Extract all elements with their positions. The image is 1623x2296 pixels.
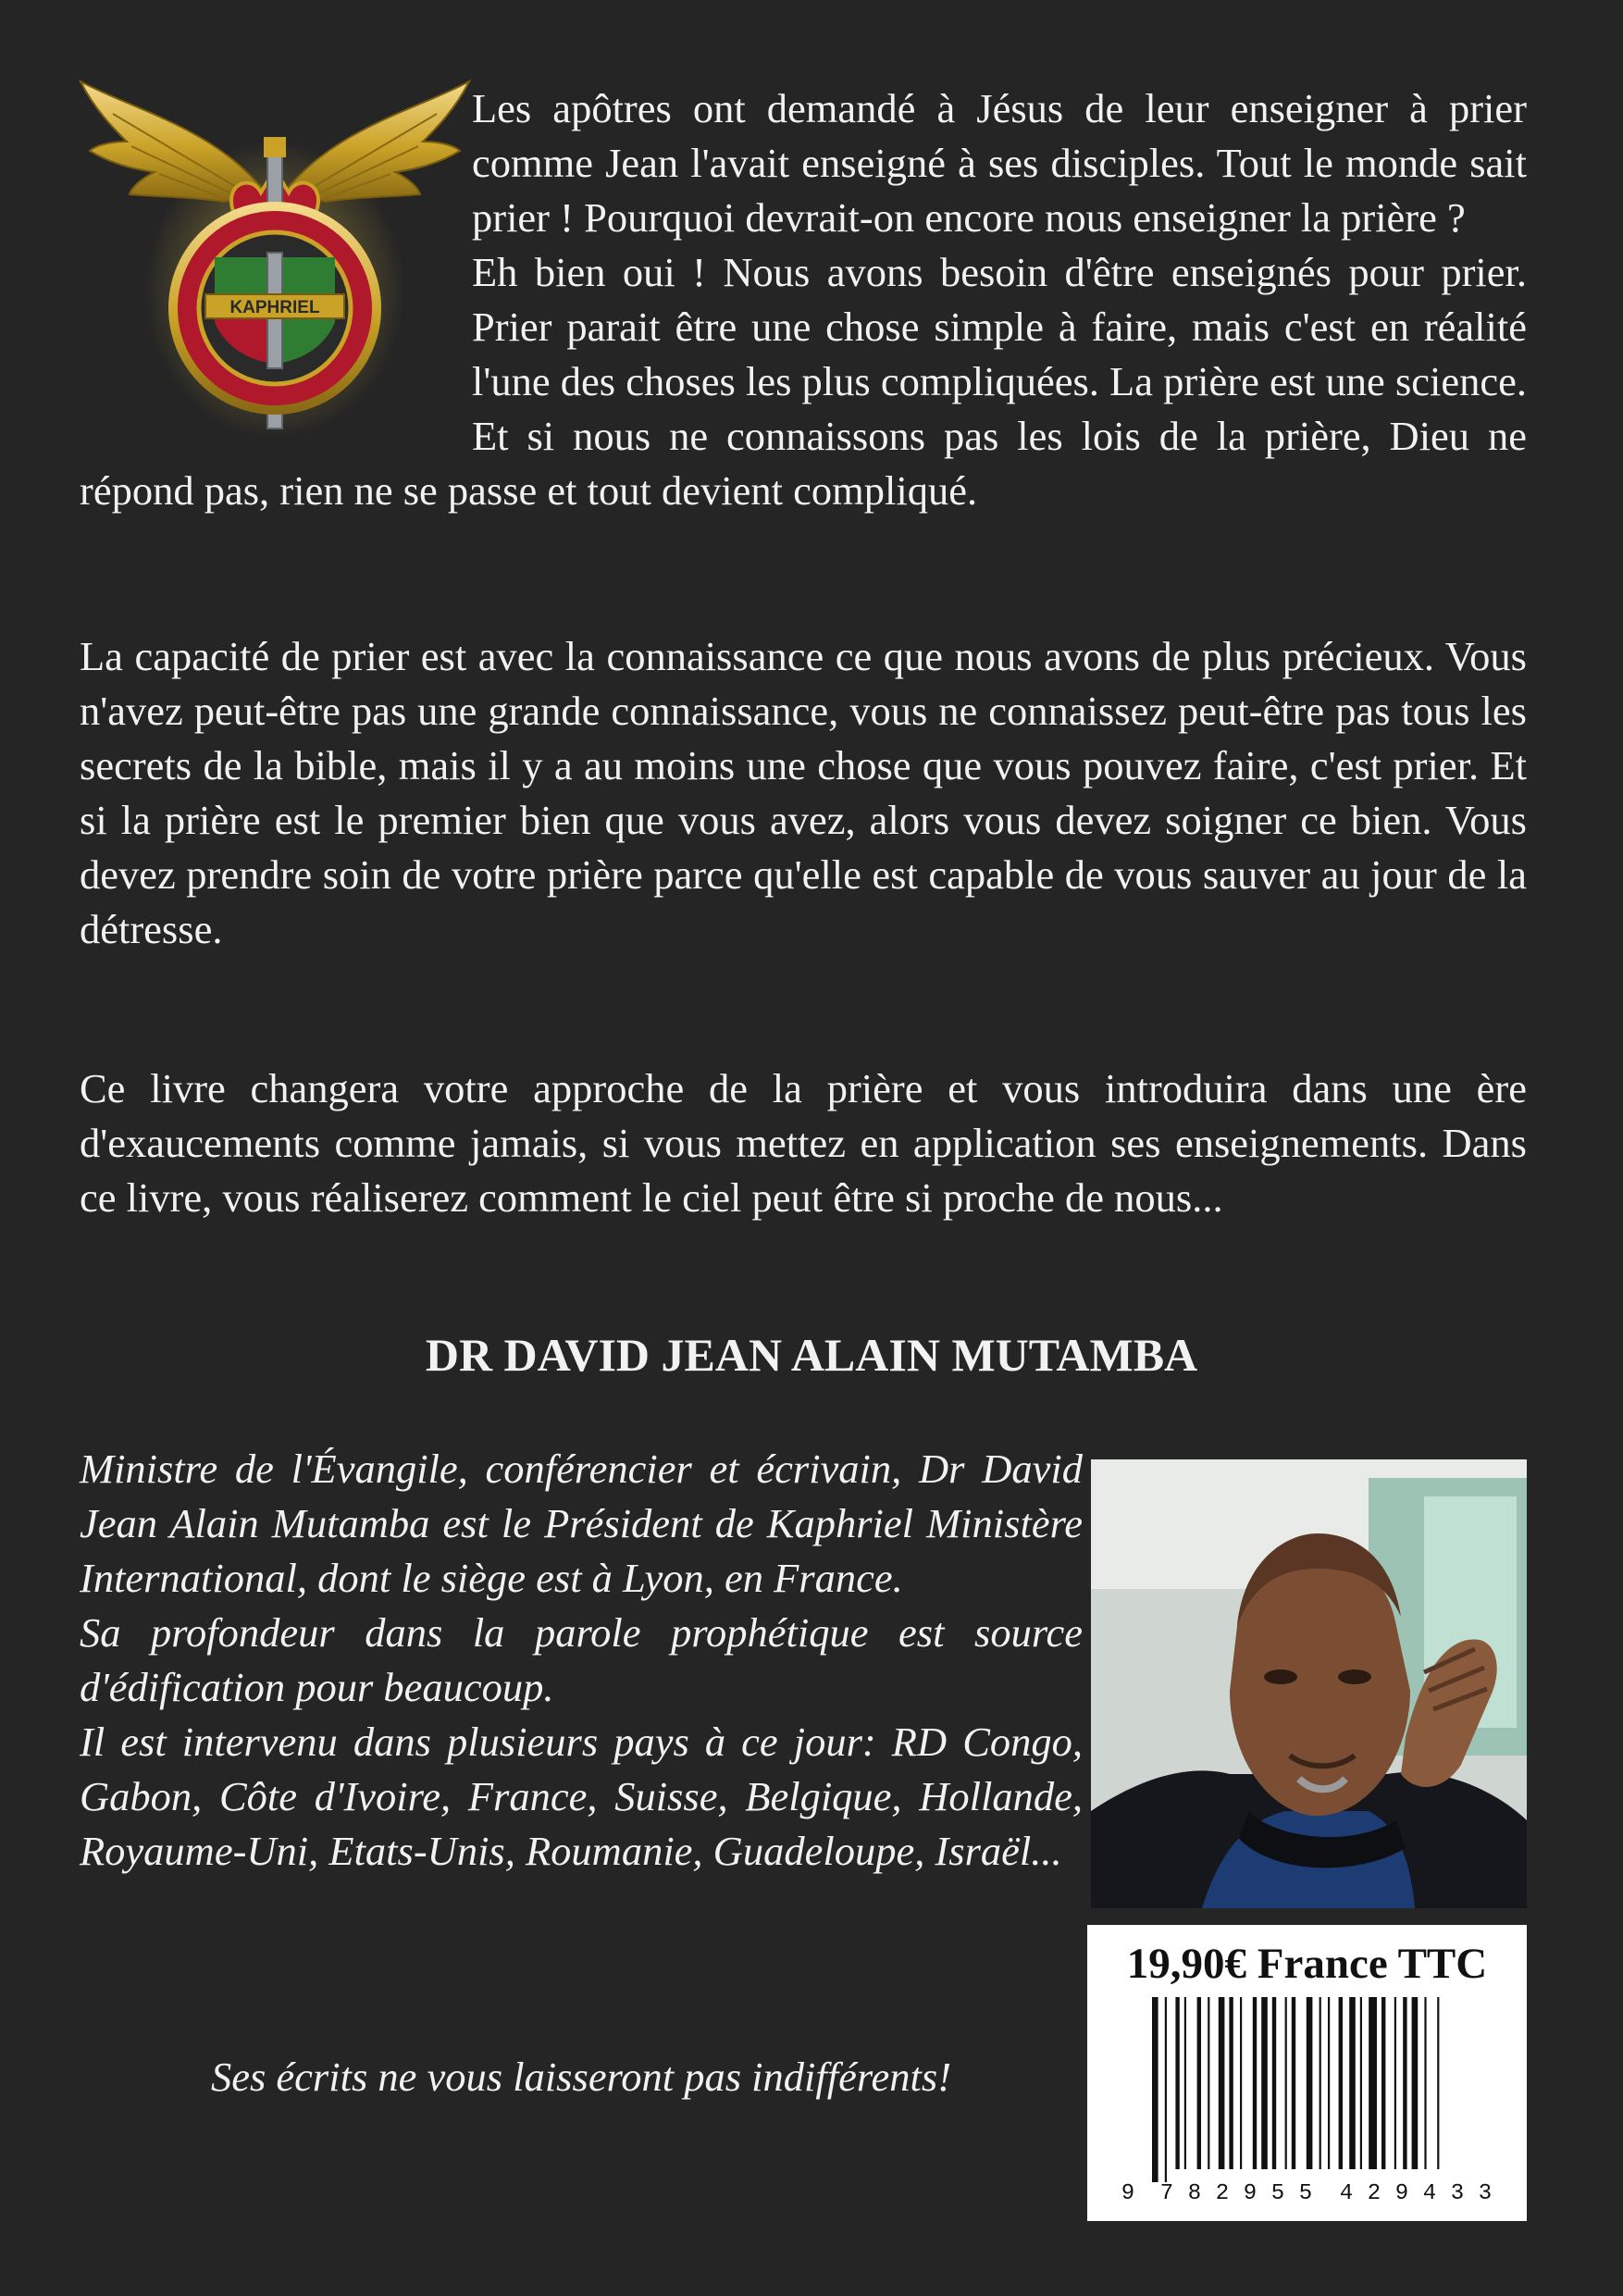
barcode-bar <box>1437 1997 1439 2169</box>
barcode-bar <box>1381 1997 1385 2169</box>
description-paragraph-1: Les apôtres ont demandé à Jésus de leur enseigner à prier comme Jean l'avait enseigné à ses disciples. Tout le monde sait prier ! Pourquoi devrait-on encore nous enseigner la prière ? Eh bien oui ! Nous avons besoin d'être enseignés pour prier. Prier parait être une chose simple à faire, mais c'est en réalité l'une des choses les plus compliquées. La prière est une science. Et si nous ne connaissons pas les lois de la prière, Dieu ne répond pas, rien ne se passe et tout devient compliqué. <box>80 85 1527 514</box>
author-name: DR DAVID JEAN ALAIN MUTAMBA <box>425 1329 1198 1381</box>
barcode-digit-5: 9 <box>1243 2181 1258 2205</box>
barcode-bar <box>1272 1997 1276 2169</box>
barcode-digit-13: 3 <box>1478 2181 1493 2205</box>
author-bio: Ministre de l'Évangile, conférencier et écrivain, Dr David Jean Alain Mutamba est le Président de Kaphriel Ministère International, dont le siège est à Lyon, en France. Sa profondeur dans la parole prophétique est source d'édification pour beaucoup. Il est intervenu dans plusieurs pays à ce jour: RD Congo, Gabon, Côte d'Ivoire, France, Suisse, Belgique, Hollande, Royaume-Uni, Etats-Unis, Roumanie, Guadeloupe, Israël... <box>80 1446 1083 1874</box>
barcode-bar <box>1175 1997 1179 2169</box>
barcode-digit-4: 2 <box>1215 2181 1230 2205</box>
barcode-bar <box>1360 1997 1362 2169</box>
barcode-digit-12: 3 <box>1450 2181 1465 2205</box>
description-paragraph-3: Ce livre changera votre approche de la prière et vous introduira dans une ère d'exaucements comme jamais, si vous mettez en application ses enseignements. Dans ce livre, vous réaliserez comment le ciel peut être si proche de nous... <box>80 1065 1527 1221</box>
barcode-bar <box>1394 1997 1396 2169</box>
barcode-bar <box>1307 1997 1313 2169</box>
barcode-bar <box>1253 1997 1257 2169</box>
description-paragraph-2: La capacité de prier est avec la connaissance ce que nous avons de plus précieux. Vous n'avez peut-être pas une grande connaissance, vous ne connaissez peut-être pas tous les secrets de la bible, mais il y a au moins une chose que vous pouvez faire, c'est prier. Et si la prière est le premier bien que vous avez, alors vous devez soigner ce bien. Vous devez prendre soin de votre prière parce qu'elle est capable de vous sauver au jour de la détresse. <box>80 633 1527 952</box>
barcode-digit-6: 5 <box>1270 2181 1285 2205</box>
barcode-digit-1: 9 <box>1121 2181 1135 2205</box>
barcode-bar <box>1229 1997 1233 2169</box>
barcode-digit-8: 4 <box>1339 2181 1354 2205</box>
barcode-digit-7: 5 <box>1298 2181 1313 2205</box>
emblem-name: KAPHRIEL <box>229 298 320 317</box>
barcode-bar <box>1208 1997 1209 2169</box>
barcode-bar <box>1152 1997 1158 2182</box>
barcode-bar <box>1219 1997 1225 2169</box>
barcode-bar <box>1403 1997 1406 2169</box>
barcode-bar <box>1319 1997 1321 2169</box>
barcode-bar <box>1285 1997 1287 2169</box>
barcode-bar <box>1412 1997 1419 2169</box>
price-barcode-panel <box>1087 1925 1527 2221</box>
barcode-bar <box>1165 1997 1167 2182</box>
barcode-bar <box>1197 1997 1201 2169</box>
barcode-bar <box>1339 1997 1343 2169</box>
barcode-digit-10: 9 <box>1394 2181 1409 2205</box>
barcode-bars <box>1152 1997 1439 2182</box>
barcode-bar <box>1369 1997 1377 2169</box>
tagline: Ses écrits ne vous laisseront pas indifférents! <box>210 2054 952 2100</box>
barcode-digit-9: 2 <box>1367 2181 1381 2205</box>
price-label: 19,90€ France TTC <box>1126 1940 1488 1988</box>
barcode-bar <box>1240 1997 1242 2169</box>
isbn-barcode <box>1115 1997 1508 2205</box>
barcode-bar <box>1292 1997 1295 2169</box>
barcode-digit-3: 8 <box>1187 2181 1202 2205</box>
barcode-bar <box>1424 1997 1426 2169</box>
barcode-bar <box>1349 1997 1356 2169</box>
barcode-digit-2: 7 <box>1159 2181 1174 2205</box>
barcode-bar <box>1261 1997 1268 2169</box>
barcode-bar <box>1328 1997 1330 2169</box>
barcode-bar <box>1184 1997 1186 2169</box>
barcode-digit-11: 4 <box>1422 2181 1437 2205</box>
author-photo <box>1091 1459 1527 1908</box>
